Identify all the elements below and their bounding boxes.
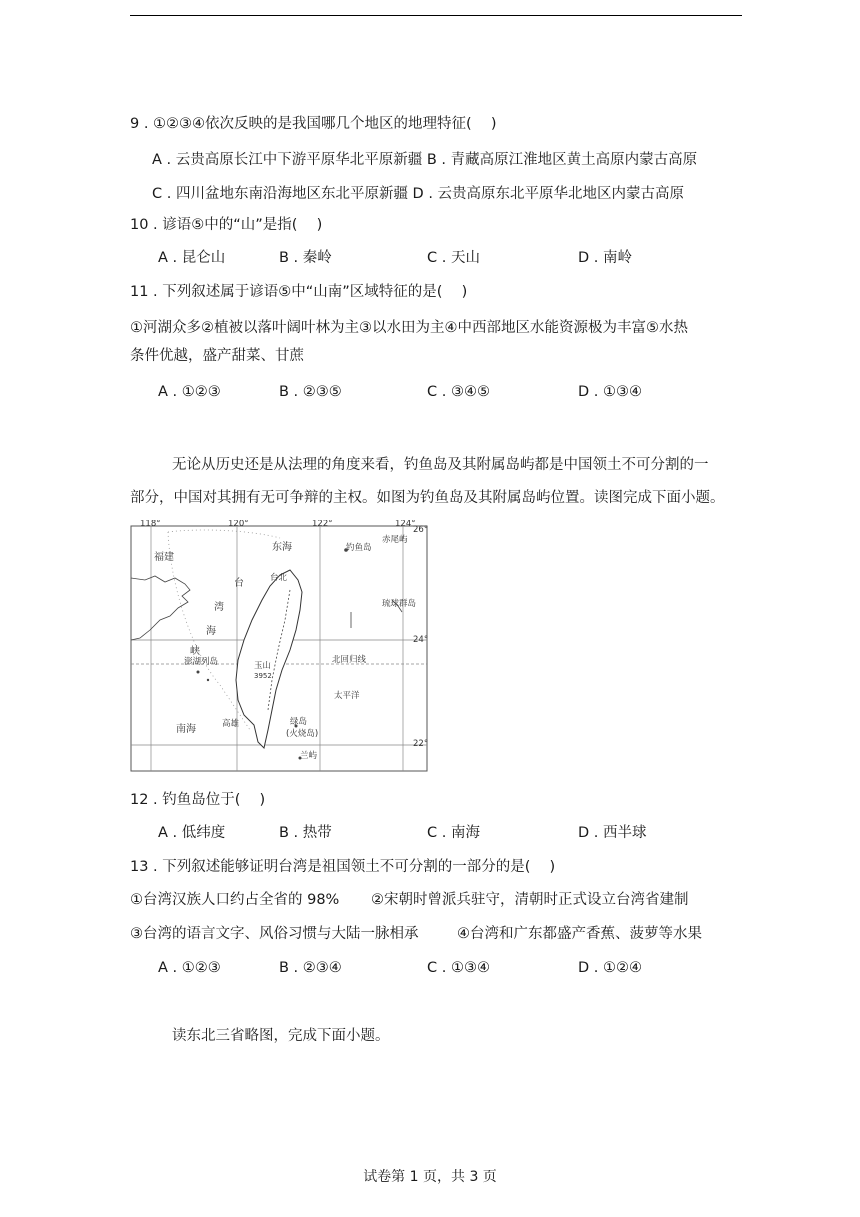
label-pacific: 太平洋 [334, 691, 360, 701]
lat-26: 26° [413, 525, 428, 535]
q10-option-b: B . 秦岭 [279, 250, 332, 266]
q10-option-d: D . 南岭 [578, 250, 632, 266]
q13-item2: ②宋朝时曾派兵驻守，清朝时正式设立台湾省建制 [371, 892, 689, 908]
q12-option-c: C . 南海 [427, 825, 480, 841]
q10-option-a: A . 昆仑山 [158, 250, 226, 266]
page-footer: 试卷第 1 页，共 3 页 [363, 1169, 497, 1185]
label-lvdao: 绿岛 [290, 717, 308, 727]
label-lanyu: 兰屿 [300, 751, 318, 761]
q12-option-a: A . 低纬度 [158, 825, 226, 841]
label-huoshaodao: (火烧岛) [286, 729, 319, 739]
q13-option-d: D . ①②④ [578, 960, 642, 976]
q11-items-line1: ①河湖众多②植被以落叶阔叶林为主③以水田为主④中西部地区水能资源极为丰富⑤水热 [130, 320, 688, 336]
q11-stem: 11 . 下列叙述属于谚语⑤中“山南”区域特征的是( ) [130, 284, 468, 300]
q11-option-b: B . ②③⑤ [279, 384, 342, 400]
lon-120: 120° [228, 520, 249, 529]
q13-item4: ④台湾和广东都盛产香蕉、菠萝等水果 [457, 926, 702, 942]
q11-option-d: D . ①③④ [578, 384, 642, 400]
q9-options-ab: A . 云贵高原长江中下游平原华北平原新疆 B . 青藏高原江淮地区黄土高原内蒙古高原 [152, 152, 698, 168]
q11-option-a: A . ①②③ [158, 384, 221, 400]
q9-stem: 9 . ①②③④依次反映的是我国哪几个地区的地理特征( ) [130, 116, 497, 132]
label-fujian: 福建 [154, 552, 174, 563]
q13-item3: ③台湾的语言文字、风俗习惯与大陆一脉相承 [130, 926, 419, 942]
q13-option-a: A . ①②③ [158, 960, 221, 976]
q12-stem: 12 . 钓鱼岛位于( ) [130, 792, 266, 808]
label-hai: 海 [206, 626, 216, 637]
label-yushan: 玉山 [254, 661, 272, 671]
q13-option-c: C . ①③④ [427, 960, 490, 976]
lon-118: 118° [140, 520, 161, 529]
q10-option-c: C . 天山 [427, 250, 480, 266]
intro2: 读东北三省略图，完成下面小题。 [172, 1028, 390, 1044]
q13-option-b: B . ②③④ [279, 960, 342, 976]
label-chiweiyu: 赤尾屿 [382, 535, 408, 545]
penghu-islands [197, 671, 200, 674]
label-ryukyu: 琉球群岛 [382, 599, 417, 609]
q11-option-c: C . ③④⑤ [427, 384, 490, 400]
intro-line1: 无论从历史还是从法理的角度来看，钓鱼岛及其附属岛屿都是中国领土不可分割的一 [172, 457, 709, 473]
label-donghai: 东海 [272, 542, 292, 553]
label-gaoxiong: 高雄 [222, 719, 240, 729]
lon-124: 124° [395, 520, 416, 529]
q12-option-d: D . 西半球 [578, 825, 647, 841]
label-nanhai: 南海 [176, 724, 196, 735]
intro-line2: 部分，中国对其拥有无可争辩的主权。如图为钓鱼岛及其附属岛屿位置。读图完成下面小题。 [130, 490, 725, 506]
label-wan: 湾 [214, 602, 224, 613]
label-penghu: 澎湖列岛 [184, 657, 219, 667]
diaoyu-taiwan-map [130, 520, 428, 772]
q12-option-b: B . 热带 [279, 825, 332, 841]
label-tropic: 北回归线 [332, 655, 367, 665]
lon-122: 122° [312, 520, 333, 529]
lat-22: 22° [413, 739, 428, 749]
label-diaoyudao: 钓鱼岛 [346, 543, 372, 553]
header-rule [130, 15, 742, 16]
q13-item1: ①台湾汉族人口约占全省的 98% [130, 892, 340, 908]
lat-24: 24° [413, 635, 428, 645]
q10-stem: 10 . 谚语⑤中的“山”是指( ) [130, 217, 323, 233]
label-tai: 台 [234, 578, 244, 589]
q11-items-line2: 条件优越，盛产甜菜、甘蔗 [130, 348, 304, 364]
label-yushan-elev: 3952 [254, 672, 272, 680]
q9-options-cd: C . 四川盆地东南沿海地区东北平原新疆 D . 云贵高原东北平原华北地区内蒙古高原 [152, 186, 685, 202]
label-taibei: 台北 [270, 573, 288, 583]
q13-stem: 13 . 下列叙述能够证明台湾是祖国领土不可分割的一部分的是( ) [130, 859, 556, 875]
label-xia: 峡 [190, 646, 200, 657]
